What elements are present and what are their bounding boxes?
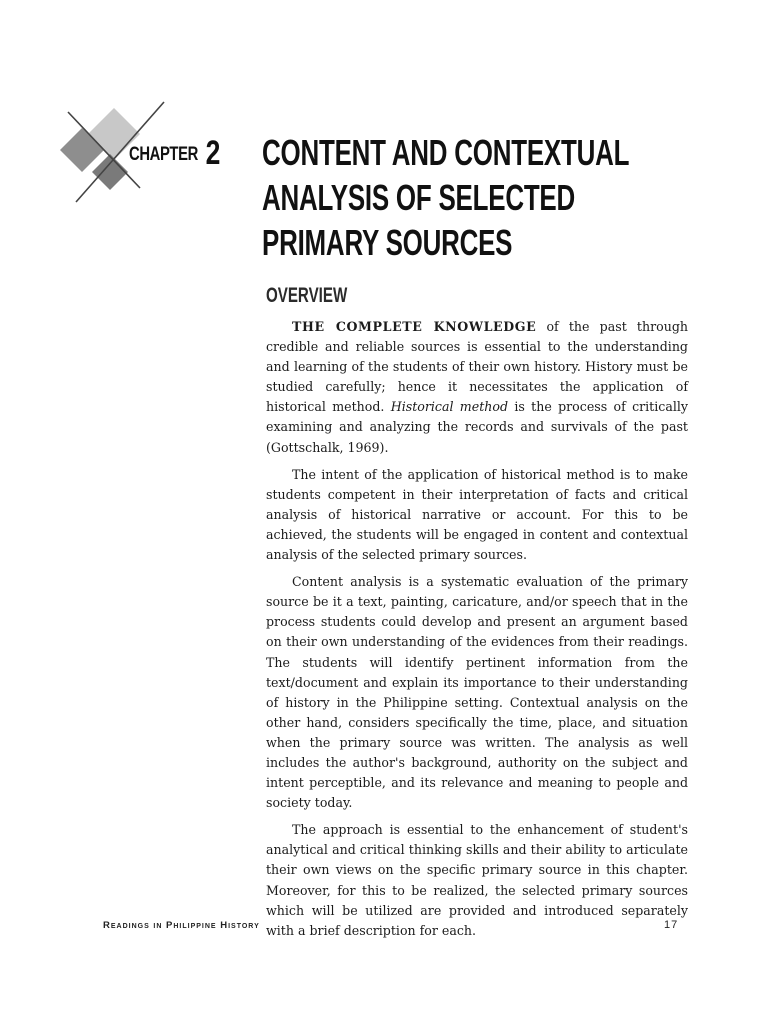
paragraph-1 [266,317,688,458]
section-heading-overview: OVERVIEW [266,284,348,307]
footer-page-number: 17 [664,919,679,931]
chapter-title: CONTENT AND CONTEXTUAL ANALYSIS OF SELECTED PRIMARY SOURCES [262,132,629,263]
paragraph-3: Content analysis is a systematic evaluation of the primary source be it a text, painting, caricature, and/or speech that in the process students could develop and present an argument based on their own understanding of the evidences from their readings. The students will identify pertinent information from the text/document and explain its importance to their understanding of history in the Philippine setting. Contextual analysis on the other hand, considers specifically the time, place, and situation when the primary source was written. The analysis as well includes the author's background, authority on the subject and intent perceptible, and its relevance and meaning to people and society today. [266,574,688,811]
diamond-bottom [92,154,128,190]
footer-book-title: Readings in Philippine History [103,920,260,931]
chapter-word: CHAPTER [129,144,198,165]
paragraph-4: The approach is essential to the enhancement of student's analytical and critical thinking skills and their ability to articulate their own views on the specific primary source in this chapter. Moreover, for this to be realized, the selected primary sources which will be utilized are provided and introduced separately with a brief description for each. [266,822,688,938]
paragraph-2: The intent of the application of historical method is to make students competent in their interpretation of facts and critical analysis of historical narrative or account. For this to be achieved, the students will be engaged in content and contextual analysis of the selected primary sources. [266,466,688,563]
overview-body [266,317,688,948]
chapter-number: 2 [205,134,221,172]
paragraph-1-text-b: is the process of critically examining and analyzing the records and survivals of the past (Gottschalk, 1969). [266,399,688,455]
paragraph-1-text-a: of the past through credible and reliable sources is essential to the understanding and learning of the students of their own history. History must be studied carefully; hence it necessitates the application of historical method. [266,319,688,415]
chapter-label [129,136,220,170]
paragraph-1-emphasis: Historical method [390,399,509,415]
paragraph-1-lead: THE COMPLETE KNOWLEDGE [292,319,537,334]
